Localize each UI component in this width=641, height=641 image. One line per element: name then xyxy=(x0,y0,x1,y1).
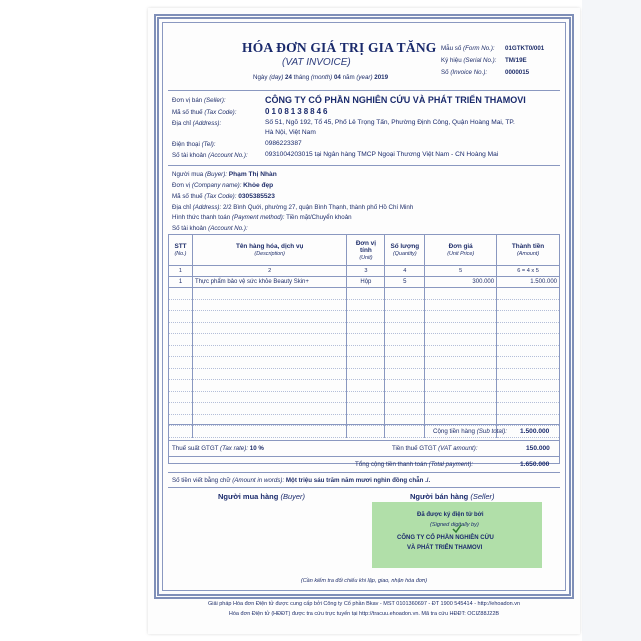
empty-cell xyxy=(497,368,560,380)
divider xyxy=(168,456,560,457)
total-label: Tổng cộng tiền thanh toán (Total payment): xyxy=(355,461,474,468)
table-header-row xyxy=(169,235,560,266)
empty-cell xyxy=(192,311,346,323)
subtotal-value: 1.500.000 xyxy=(520,428,550,435)
empty-cell xyxy=(425,299,497,311)
item-no: 1 xyxy=(169,277,193,288)
empty-cell xyxy=(385,391,425,403)
empty-cell xyxy=(497,380,560,392)
buyer-signature-label: Người mua hàng (Buyer) xyxy=(218,492,306,501)
col-header: Thành tiền (Amount) xyxy=(497,235,560,266)
seller-account: 0931004203015 tại Ngân hàng TMCP Ngoại Thương Việt Nam - CN Hoàng Mai xyxy=(265,151,499,158)
empty-cell xyxy=(169,311,193,323)
empty-cell xyxy=(347,322,385,334)
signed-company: CÔNG TY CỔ PHẦN NGHIÊN CỨU xyxy=(397,535,494,541)
empty-cell xyxy=(497,288,560,300)
empty-cell xyxy=(169,345,193,357)
table-row xyxy=(169,288,560,300)
table-row xyxy=(169,368,560,380)
empty-cell xyxy=(497,391,560,403)
empty-cell xyxy=(425,368,497,380)
empty-cell xyxy=(169,322,193,334)
column-number: 1 xyxy=(169,266,193,277)
buyer-address: Địa chỉ (Address): 2/2 Bình Quới, phường 27, quận Bình Thạnh, thành phố Hồ Chí Minh xyxy=(172,204,414,211)
footer-lookup: Hóa đơn Điện tử (HĐĐT) được tra cứu trực tuyến tại http://tracuu.ehoadon.vn. Mã tra cứu HĐĐT: OCIZ88J22B xyxy=(228,611,500,617)
empty-cell xyxy=(497,299,560,311)
column-number: 2 xyxy=(192,266,346,277)
empty-cell xyxy=(192,288,346,300)
empty-cell xyxy=(347,288,385,300)
background-strip xyxy=(582,0,641,641)
empty-cell xyxy=(347,345,385,357)
table-row xyxy=(169,322,560,334)
form-no: Mẫu số (Form No.): xyxy=(441,45,495,52)
blank-rows xyxy=(169,288,560,438)
empty-cell xyxy=(192,403,346,415)
invoice-no-value: 0000015 xyxy=(505,69,530,76)
empty-cell xyxy=(192,322,346,334)
empty-cell xyxy=(169,391,193,403)
empty-cell xyxy=(385,380,425,392)
table-row xyxy=(169,345,560,357)
column-number: 6 = 4 x 5 xyxy=(497,266,560,277)
empty-cell xyxy=(192,357,346,369)
column-number: 5 xyxy=(425,266,497,277)
empty-cell xyxy=(425,311,497,323)
footer-provider: Giải pháp Hóa đơn Điện tử được cung cấp bởi Công ty Cổ phần Bkav - MST 0101360697 - ĐT 1900 545414 - http://ehoadon.vn xyxy=(207,601,521,607)
empty-cell xyxy=(192,368,346,380)
empty-cell xyxy=(385,299,425,311)
empty-cell xyxy=(192,345,346,357)
items-table xyxy=(168,234,560,438)
empty-cell xyxy=(385,368,425,380)
item-quantity: 5 xyxy=(385,277,425,288)
empty-cell xyxy=(169,357,193,369)
empty-cell xyxy=(497,311,560,323)
item-description: Thực phẩm bảo vệ sức khỏe Beauty Skin+ xyxy=(192,277,346,288)
empty-cell xyxy=(169,380,193,392)
divider xyxy=(168,440,560,441)
divider xyxy=(168,165,560,166)
empty-cell xyxy=(497,334,560,346)
item-unit: Hộp xyxy=(347,277,385,288)
subtotal-label: Cộng tiền hàng (Sub total): xyxy=(433,428,507,435)
invoice-subtitle: (VAT INVOICE) xyxy=(282,57,351,68)
serial-no: Ký hiệu (Serial No.): xyxy=(441,57,497,64)
empty-cell xyxy=(425,345,497,357)
footer-note: (Cần kiểm tra đối chiếu khi lập, giao, nhận hóa đơn) xyxy=(300,578,428,584)
empty-cell xyxy=(347,391,385,403)
col-header: Đơn vị tính (Unit) xyxy=(347,235,385,266)
empty-cell xyxy=(385,334,425,346)
table-row xyxy=(169,391,560,403)
total-value: 1.650.000 xyxy=(520,461,550,468)
empty-cell xyxy=(169,368,193,380)
column-number: 3 xyxy=(347,266,385,277)
seller-address-line1: Số 51, Ngõ 192, Tổ 45, Phố Lê Trọng Tấn, Phường Định Công, Quận Hoàng Mai, TP. xyxy=(265,119,515,126)
table-row xyxy=(169,357,560,369)
empty-cell xyxy=(347,368,385,380)
empty-cell xyxy=(497,322,560,334)
empty-cell xyxy=(192,380,346,392)
signed-company-2: VÀ PHÁT TRIỂN THAMOVI xyxy=(407,545,483,551)
empty-cell xyxy=(425,357,497,369)
empty-cell xyxy=(385,345,425,357)
table-row xyxy=(169,277,560,288)
col-header: Số lượng (Quantity) xyxy=(385,235,425,266)
empty-cell xyxy=(425,391,497,403)
buyer-company: Đơn vị (Company name): Khỏe đẹp xyxy=(172,182,274,189)
empty-cell xyxy=(347,311,385,323)
check-icon xyxy=(452,524,462,534)
seller-address-line2: Hà Nội, Việt Nam xyxy=(265,129,316,136)
empty-cell xyxy=(347,380,385,392)
seller-tax-code: 0108138846 xyxy=(265,107,330,116)
amount-in-words: Số tiền viết bằng chữ (Amount in words): Một triệu sáu trăm năm mươi nghìn đồng chẵn ./. xyxy=(172,477,431,484)
empty-cell xyxy=(169,334,193,346)
empty-cell xyxy=(425,403,497,415)
empty-cell xyxy=(385,357,425,369)
vat-rate: Thuế suất GTGT (Tax rate): 10 % xyxy=(172,445,264,452)
empty-cell xyxy=(385,322,425,334)
buyer-account: Số tài khoản (Account No.): xyxy=(172,225,248,232)
empty-cell xyxy=(425,380,497,392)
table-row xyxy=(169,334,560,346)
empty-cell xyxy=(385,403,425,415)
seller-signature-label: Người bán hàng (Seller) xyxy=(410,492,495,501)
empty-cell xyxy=(169,299,193,311)
empty-cell xyxy=(347,403,385,415)
table-row xyxy=(169,403,560,415)
serial-value: TM/19E xyxy=(505,57,527,64)
empty-cell xyxy=(385,288,425,300)
empty-cell xyxy=(169,288,193,300)
buyer-payment: Hình thức thanh toán (Payment method): Tiền mặt/Chuyển khoản xyxy=(172,214,352,221)
empty-cell xyxy=(497,345,560,357)
numbering-row xyxy=(169,266,560,277)
seller-name: CÔNG TY CỔ PHẦN NGHIÊN CỨU VÀ PHÁT TRIỂN THAMOVI xyxy=(265,95,526,105)
empty-cell xyxy=(347,334,385,346)
table-row xyxy=(169,311,560,323)
seller-name-label: Đơn vị bán (Seller): xyxy=(172,97,226,104)
item-amount: 1.500.000 xyxy=(497,277,560,288)
signed-label-en: (Signed digitally by) xyxy=(430,522,479,528)
empty-cell xyxy=(192,334,346,346)
seller-tax-label: Mã số thuế (Tax Code): xyxy=(172,109,237,116)
empty-cell xyxy=(385,311,425,323)
col-header: Tên hàng hóa, dịch vụ (Description) xyxy=(192,235,346,266)
form-no-value: 01GTKT0/001 xyxy=(505,45,545,52)
seller-phone: 0986223387 xyxy=(265,140,302,147)
col-header: STT (No.) xyxy=(169,235,193,266)
seller-phone-label: Điện thoại (Tel): xyxy=(172,141,216,148)
seller-address-label: Địa chỉ (Address): xyxy=(172,120,222,127)
table-row xyxy=(169,299,560,311)
seller-account-label: Số tài khoản (Account No.): xyxy=(172,152,248,159)
divider xyxy=(168,472,560,473)
empty-cell xyxy=(169,403,193,415)
signed-label: Đã được ký điện tử bởi xyxy=(417,512,484,518)
empty-cell xyxy=(497,403,560,415)
divider xyxy=(168,487,560,488)
col-header: Đơn giá (Unit Price) xyxy=(425,235,497,266)
item-unit-price: 300.000 xyxy=(425,277,497,288)
buyer-tax: Mã số thuế (Tax Code): 0305385523 xyxy=(172,193,275,200)
vat-amount-label: Tiền thuế GTGT (VAT amount): xyxy=(392,445,478,452)
table-row xyxy=(169,380,560,392)
invoice-no: Số (Invoice No.): xyxy=(441,69,488,76)
invoice-title: HÓA ĐƠN GIÁ TRỊ GIA TĂNG xyxy=(242,40,437,55)
empty-cell xyxy=(425,288,497,300)
divider xyxy=(168,90,560,91)
vat-amount-value: 150.000 xyxy=(526,445,550,452)
empty-cell xyxy=(497,357,560,369)
buyer-person: Người mua (Buyer): Phạm Thị Nhàn xyxy=(172,171,277,178)
empty-cell xyxy=(192,299,346,311)
empty-cell xyxy=(192,391,346,403)
invoice-date: Ngày (day) 24 tháng (month) 04 năm (year) 2019 xyxy=(253,74,389,81)
empty-cell xyxy=(347,299,385,311)
empty-cell xyxy=(425,334,497,346)
column-number: 4 xyxy=(385,266,425,277)
empty-cell xyxy=(425,322,497,334)
empty-cell xyxy=(347,357,385,369)
